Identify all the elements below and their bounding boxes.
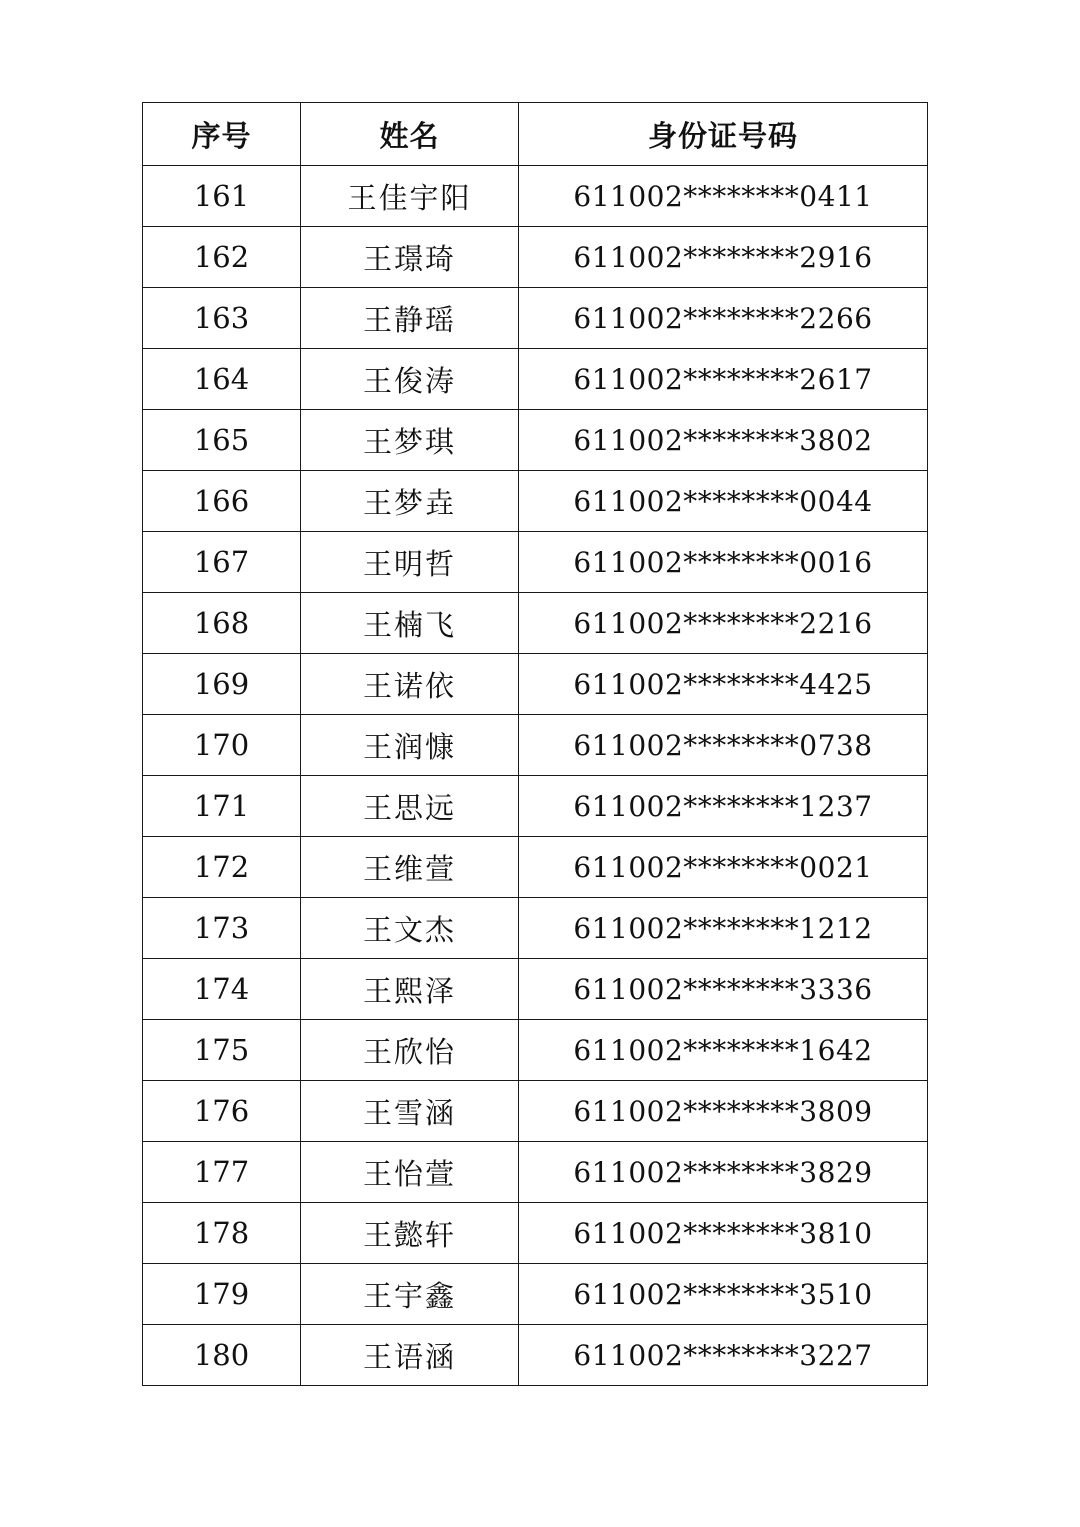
row-name-cell: 王梦琪 [301,410,519,471]
row-seq-cell: 169 [143,654,301,715]
row-id-number-cell: 611002********4425 [519,654,928,715]
row-name-cell: 王雪涵 [301,1081,519,1142]
row-id-number-cell: 611002********0738 [519,715,928,776]
row-name-cell: 王语涵 [301,1325,519,1386]
row-seq-cell: 162 [143,227,301,288]
roster-page [142,102,927,1386]
roster-table [142,102,928,1386]
row-seq-cell: 170 [143,715,301,776]
row-id-number-cell: 611002********3510 [519,1264,928,1325]
row-name-cell: 王润慷 [301,715,519,776]
table-row [143,1142,928,1203]
row-id-number-cell: 611002********3809 [519,1081,928,1142]
table-row [143,166,928,227]
row-id-number-cell: 611002********1237 [519,776,928,837]
table-row [143,715,928,776]
row-name-cell: 王熙泽 [301,959,519,1020]
row-seq-cell: 177 [143,1142,301,1203]
row-id-number-cell: 611002********0021 [519,837,928,898]
table-row [143,776,928,837]
row-name-cell: 王楠飞 [301,593,519,654]
table-row [143,959,928,1020]
table-row [143,288,928,349]
table-row [143,1203,928,1264]
table-row [143,837,928,898]
row-seq-cell: 173 [143,898,301,959]
table-row [143,349,928,410]
row-seq-cell: 176 [143,1081,301,1142]
row-name-cell: 王明哲 [301,532,519,593]
row-id-number-cell: 611002********0016 [519,532,928,593]
row-name-cell: 王懿轩 [301,1203,519,1264]
row-id-number-cell: 611002********3810 [519,1203,928,1264]
row-seq-cell: 180 [143,1325,301,1386]
row-seq-cell: 164 [143,349,301,410]
row-id-number-cell: 611002********2266 [519,288,928,349]
row-seq-cell: 175 [143,1020,301,1081]
table-body [143,166,928,1386]
table-row [143,654,928,715]
row-seq-cell: 178 [143,1203,301,1264]
row-name-cell: 王佳宇阳 [301,166,519,227]
row-id-number-cell: 611002********0044 [519,471,928,532]
row-seq-cell: 167 [143,532,301,593]
row-id-number-cell: 611002********1642 [519,1020,928,1081]
header-name: 姓名 [301,103,519,166]
table-row [143,1264,928,1325]
row-id-number-cell: 611002********3227 [519,1325,928,1386]
row-name-cell: 王梦垚 [301,471,519,532]
row-name-cell: 王思远 [301,776,519,837]
row-id-number-cell: 611002********2216 [519,593,928,654]
table-header [143,103,928,166]
row-name-cell: 王璟琦 [301,227,519,288]
row-id-number-cell: 611002********2617 [519,349,928,410]
row-seq-cell: 171 [143,776,301,837]
table-row [143,1081,928,1142]
row-seq-cell: 163 [143,288,301,349]
row-name-cell: 王欣怡 [301,1020,519,1081]
table-row [143,1325,928,1386]
row-seq-cell: 179 [143,1264,301,1325]
row-seq-cell: 165 [143,410,301,471]
row-id-number-cell: 611002********3336 [519,959,928,1020]
header-seq: 序号 [143,103,301,166]
row-seq-cell: 172 [143,837,301,898]
table-row [143,593,928,654]
table-row [143,471,928,532]
row-name-cell: 王文杰 [301,898,519,959]
row-name-cell: 王怡萱 [301,1142,519,1203]
row-seq-cell: 161 [143,166,301,227]
row-name-cell: 王宇鑫 [301,1264,519,1325]
row-id-number-cell: 611002********2916 [519,227,928,288]
row-seq-cell: 168 [143,593,301,654]
row-name-cell: 王诺依 [301,654,519,715]
row-seq-cell: 174 [143,959,301,1020]
table-row [143,410,928,471]
row-id-number-cell: 611002********0411 [519,166,928,227]
header-row [143,103,928,166]
table-row [143,532,928,593]
row-name-cell: 王维萱 [301,837,519,898]
row-id-number-cell: 611002********1212 [519,898,928,959]
table-row [143,227,928,288]
header-id-number: 身份证号码 [519,103,928,166]
row-name-cell: 王静瑶 [301,288,519,349]
row-id-number-cell: 611002********3802 [519,410,928,471]
row-id-number-cell: 611002********3829 [519,1142,928,1203]
row-seq-cell: 166 [143,471,301,532]
table-row [143,1020,928,1081]
table-row [143,898,928,959]
row-name-cell: 王俊涛 [301,349,519,410]
